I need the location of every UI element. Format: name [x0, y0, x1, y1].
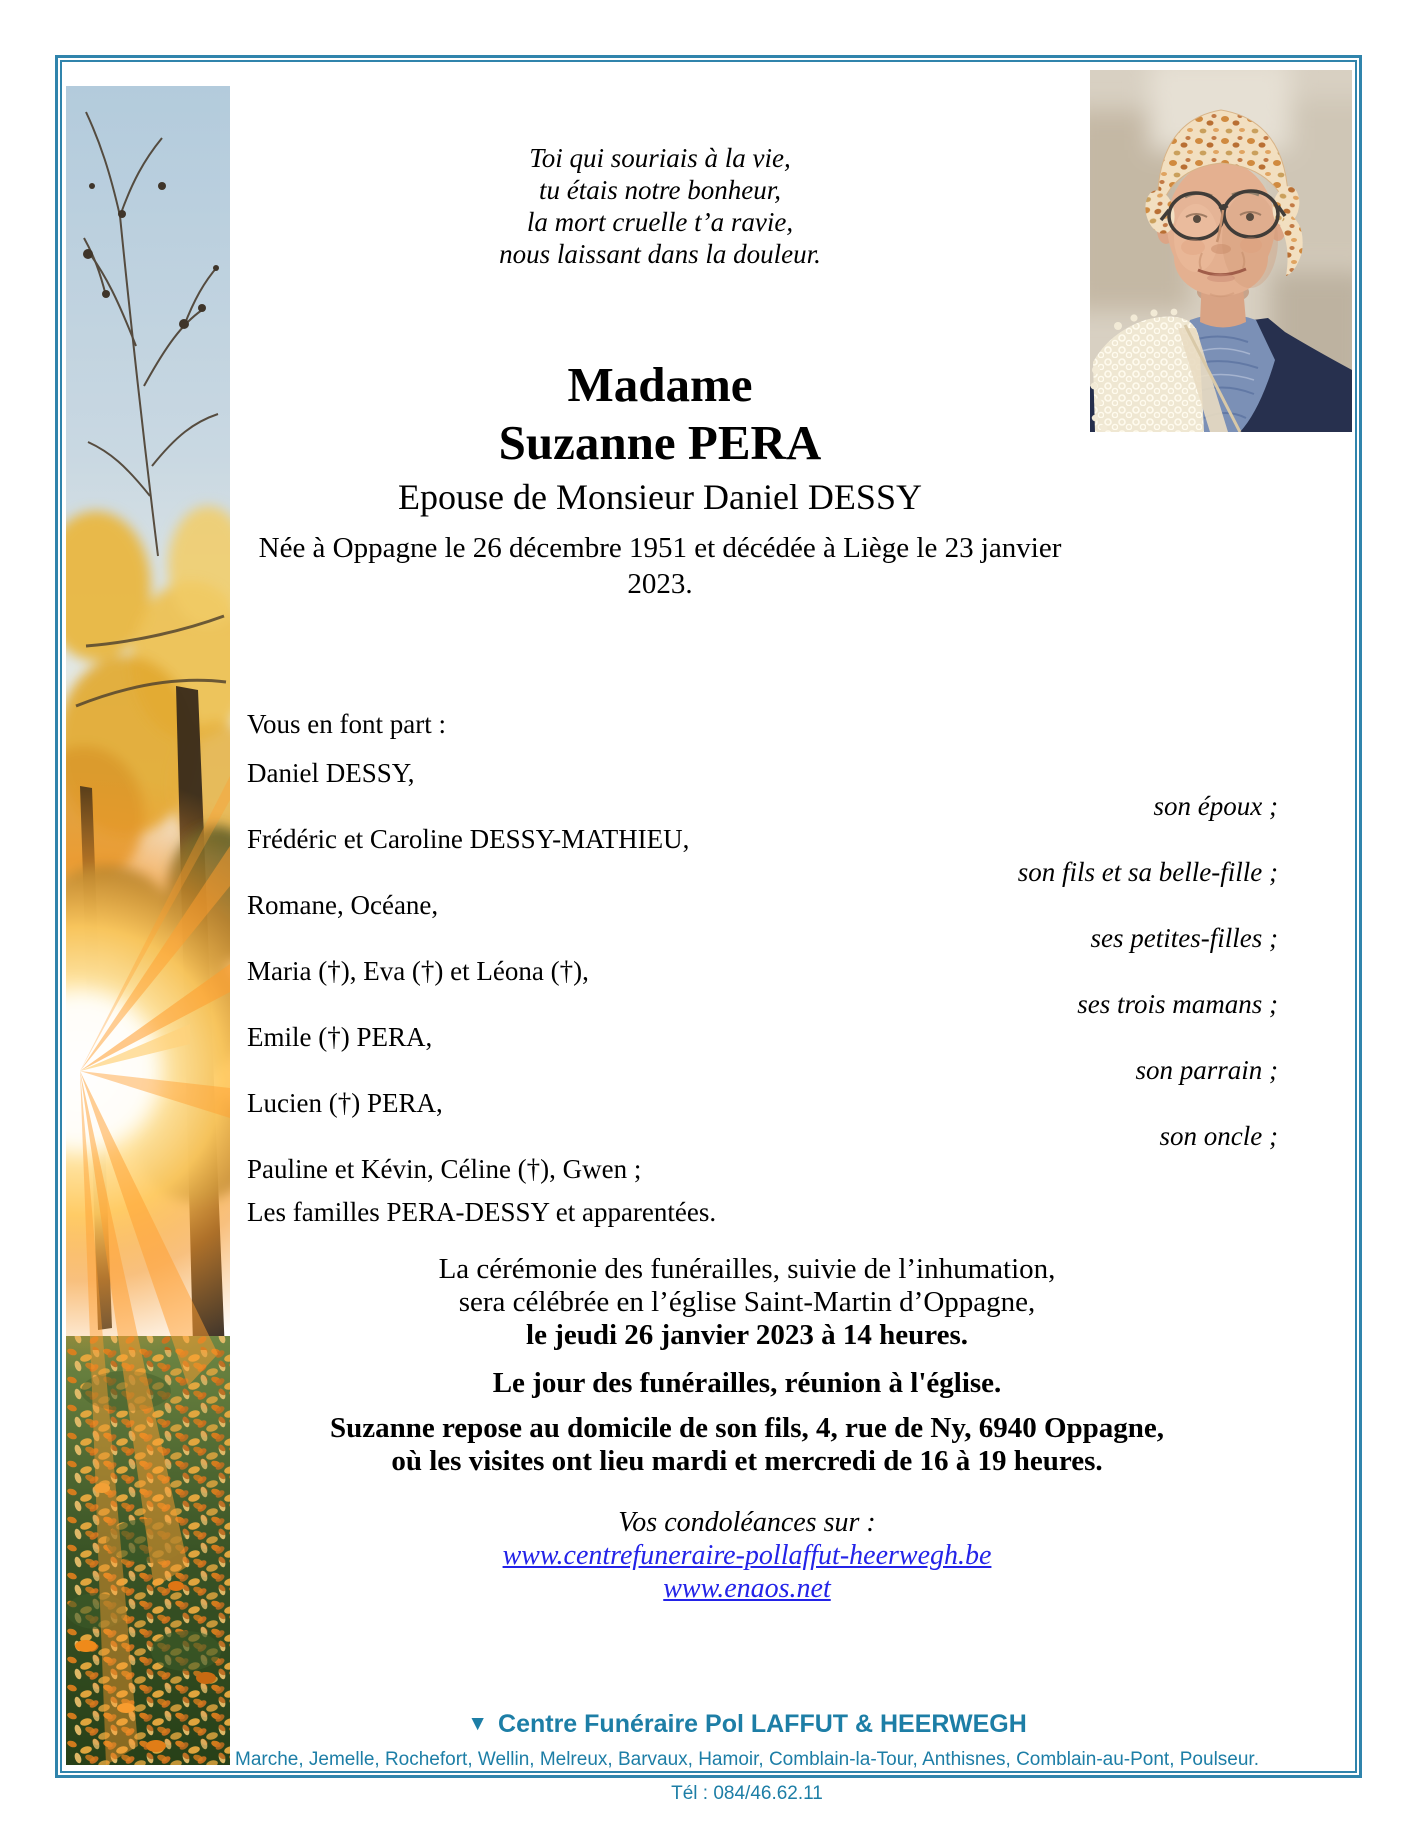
deceased-name: Suzanne PERA: [498, 415, 822, 470]
announcement-intro: Vous en font part :: [247, 709, 446, 739]
family-relation: son fils et sa belle-fille ;: [1017, 857, 1278, 887]
family-names: Emile (†) PERA,: [247, 1022, 433, 1052]
funeral-home-cities: Marche, Jemelle, Rochefort, Wellin, Melreux, Barvaux, Hamoir, Comblain-la-Tour, Anthisnes, Comblain-au-Pont, Poulseur.: [235, 1749, 1259, 1770]
repose-line: où les visites ont lieu mardi et mercredi de 16 à 19 heures.: [391, 1445, 1103, 1477]
family-relation: son parrain ;: [1135, 1055, 1278, 1085]
family-names: Lucien (†) PERA,: [247, 1088, 443, 1118]
condolences-link-enaos[interactable]: www.enaos.net: [663, 1573, 831, 1604]
header-zone: [230, 142, 1090, 602]
funeral-home-phone: Tél : 084/46.62.11: [671, 1783, 823, 1804]
ceremony-date-line: le jeudi 26 janvier 2023 à 14 heures.: [526, 1319, 968, 1351]
family-names: Maria (†), Eva (†) et Léona (†),: [247, 956, 589, 986]
ceremony-line: La cérémonie des funérailles, suivie de l’inhumation,: [438, 1253, 1056, 1285]
family-names: Daniel DESSY,: [247, 758, 415, 788]
poem-line: nous laissant dans la douleur.: [499, 239, 821, 269]
family-relation: son oncle ;: [1159, 1121, 1278, 1151]
spouse-line: Epouse de Monsieur Daniel DESSY: [398, 477, 922, 517]
birth-death-line: Née à Oppagne le 26 décembre 1951 et décédée à Liège le 23 janvier 2023.: [258, 532, 1062, 600]
family-names: Frédéric et Caroline DESSY-MATHIEU,: [247, 824, 690, 854]
family-announcement-list: [230, 708, 1356, 1229]
ceremony-line: sera célébrée en l’église Saint-Martin d’Oppagne,: [458, 1286, 1036, 1318]
family-names: Romane, Océane,: [247, 890, 439, 920]
repose-line: Suzanne repose au domicile de son fils, 4, rue de Ny, 6940 Oppagne,: [329, 1412, 1165, 1444]
family-relation: son époux ;: [1153, 791, 1278, 821]
funeral-home-brand: [230, 1709, 1264, 1741]
ceremony-details: [230, 1253, 1264, 1352]
family-relation: ses trois mamans ;: [1077, 989, 1278, 1019]
condolences-link-funeral-home[interactable]: www.centrefuneraire-pollaffut-heerwegh.be: [502, 1540, 992, 1571]
deceased-title: Madame: [567, 357, 753, 412]
autumn-photo-illustration: [66, 86, 230, 1765]
poem-line: tu étais notre bonheur,: [539, 175, 781, 205]
condolences-label: Vos condoléances sur :: [618, 1507, 876, 1538]
family-relation: ses petites-filles ;: [1090, 923, 1278, 953]
family-names: Les familles PERA-DESSY et apparentées.: [247, 1197, 717, 1227]
ceremony-zone: [230, 1253, 1356, 1805]
poem-line: Toi qui souriais à la vie,: [529, 143, 791, 173]
card-text-column: [230, 0, 1356, 1805]
family-names: Pauline et Kévin, Céline (†), Gwen ;: [247, 1154, 642, 1184]
autumn-trees-photo-strip: [66, 86, 230, 1765]
memorial-poem: [230, 142, 1090, 270]
funeral-home-name: Centre Funéraire Pol LAFFUT & HEERWEGH: [498, 1710, 1027, 1738]
meeting-line: Le jour des funérailles, réunion à l'église.: [492, 1367, 1002, 1399]
triangle-logo-icon: ▼: [467, 1712, 489, 1735]
poem-line: la mort cruelle t’a ravie,: [526, 207, 794, 237]
